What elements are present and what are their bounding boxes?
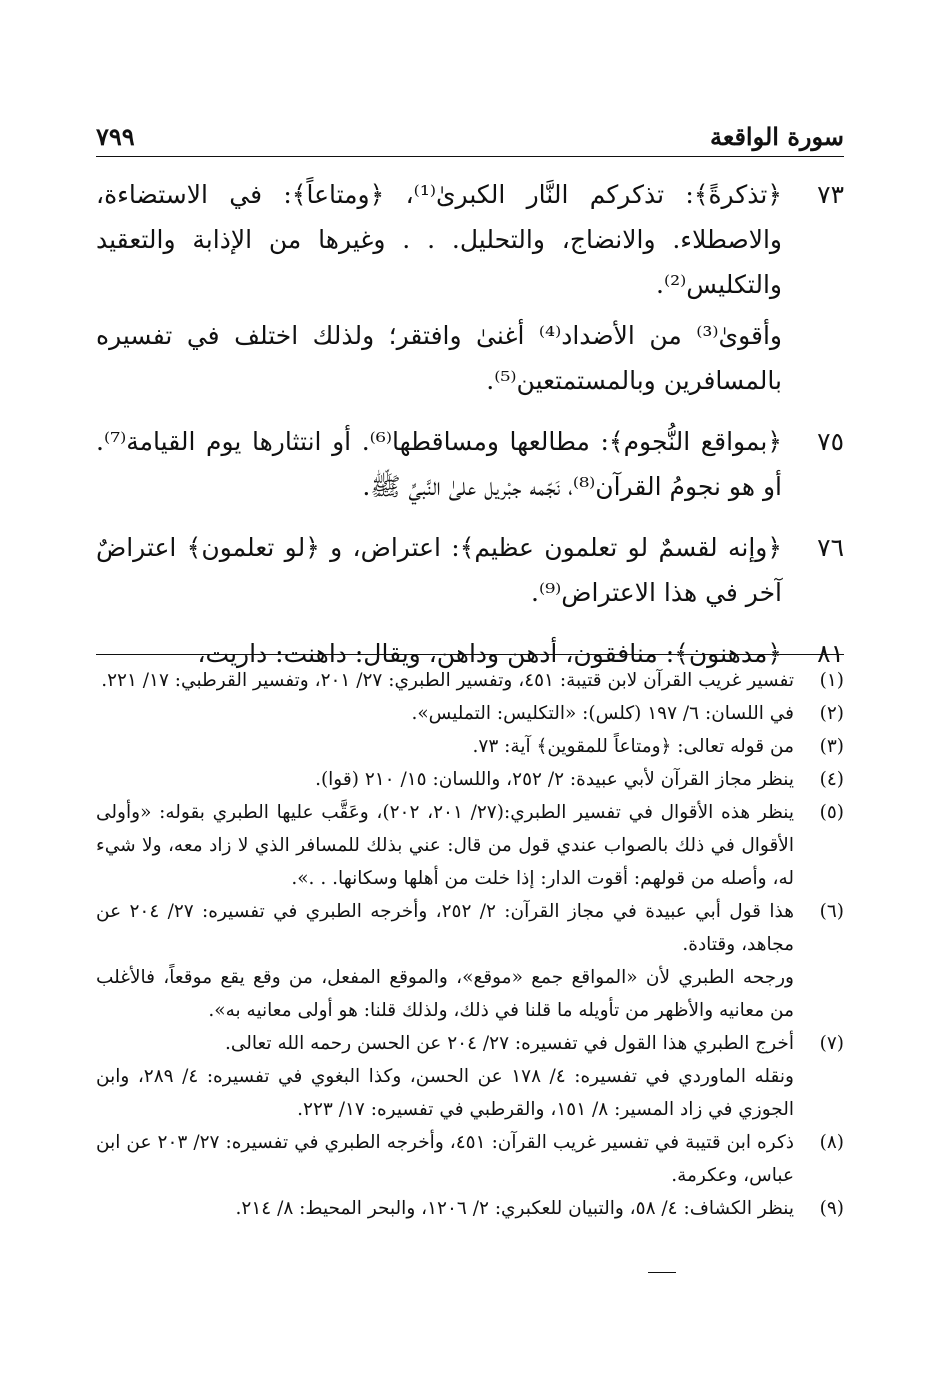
footnote-text: ينظر الكشاف: ٤/ ٥٨، والتبيان للعكبري: ٢/ ١٢٠٦، والبحر المحيط: ٨/ ٢١٤. [235,1198,794,1219]
entry-paragraph: ﴿تذكرةً﴾: تذكركم النَّار الكبرىٰ⁽¹⁾، ﴿ومتاعاً﴾: في الاستضاءة، والاصطلاء. والانضاج، والتحليل. . . وغيرها من الإذابة والتعقيد والتكليس⁽²⁾. [96,180,782,299]
footnote [96,763,844,796]
footnote [96,796,844,895]
footnotes [96,664,844,1225]
verse-number: ٧٦ [817,533,844,562]
footnote-number: (٣) [819,736,844,757]
verse-number: ٧٥ [817,427,844,456]
entry-text [96,172,782,409]
page-number: ٧٩٩ [96,122,135,151]
footnote-text: أخرج الطبري هذا القول في تفسيره: ٢٧/ ٢٠٤ عن الحسن رحمه الله تعالى. [224,1033,794,1054]
verse-entry [96,525,844,621]
footnote-text: تفسير غريب القرآن لابن قتيبة: ٤٥١، وتفسير الطبري: ٢٧/ ٢٠١، وتفسير القرطبي: ١٧/ ٢٢١. [101,670,794,691]
entry-text [96,419,782,515]
footnote [96,664,844,697]
footnote-text: ينظر هذه الأقوال في تفسير الطبري:(٢٧/ ٢٠١، ٢٠٢)، وعَقَّب عليها الطبري بقوله: «وأولى الأقوال في ذلك بالصواب عندي قول من قال: عني بذلك للمسافر الذي لا زاد معه، ولا شيء له، وأصله من قولهم: أقوت الدار: إذا خلت من أهلها وسكانها. . .». [96,802,794,889]
footnote-number: (١) [819,670,844,691]
entry-paragraph: وأقوىٰ⁽³⁾ من الأضداد⁽⁴⁾ أغنىٰ وافتقر؛ ولذلك اختلف في تفسيره بالمسافرين وبالمستمتعين⁽⁵⁾. [96,321,782,395]
footnote-text: ورجحه الطبري لأن «المواقع جمع «موقع»، والموقع المفعل، من وقع يقع موقعاً، فالأغلب من معانيه والأظهر من تأويله ما قلنا في ذلك، ولذلك قلنا: هو أولى معانيه به». [96,967,794,1021]
footnote [96,895,844,1027]
entry-paragraph: ﴿وإنه لقسمٌ لو تعلمون عظيم﴾: اعتراض، و ﴿لو تعلمون﴾ اعتراضٌ آخر في هذا الاعتراض⁽⁹⁾. [96,533,782,607]
verse-entry [96,419,844,515]
footnote-text: ونقله الماوردي في تفسيره: ٤/ ١٧٨ عن الحسن، وكذا البغوي في تفسيره: ٤/ ٢٨٩، وابن الجوزي في زاد المسير: ٨/ ١٥١، والقرطبي في تفسيره: ١٧/ ٢٢٣. [96,1066,794,1120]
footnote-number: (٥) [819,802,844,823]
footnote-text: من قوله تعالى: ﴿ومتاعاً للمقوين﴾ آية: ٧٣. [472,736,794,757]
footnote-number: (٢) [819,703,844,724]
entry-paragraph: ﴿مدهنون﴾: منافقون، أدهن وداهن، ويقال: داهنت: داريت، [197,639,782,668]
footnote-text: هذا قول أبي عبيدة في مجاز القرآن: ٢/ ٢٥٢، وأخرجه الطبري في تفسيره: ٢٧/ ٢٠٤ عن مجاهد، وقتادة. [96,901,794,955]
footnote-number: (٤) [819,769,844,790]
footnote [96,1192,844,1225]
footnote [96,730,844,763]
footnote-text: ينظر مجاز القرآن لأبي عبيدة: ٢/ ٢٥٢، واللسان: ١٥/ ٢١٠ (قوا). [315,769,794,790]
entry-text [96,525,782,621]
footnote-number: (٨) [819,1132,844,1153]
footnote-separator [96,654,844,655]
page-header [96,118,844,156]
verse-number: ٧٣ [817,180,844,209]
footnote [96,697,844,730]
entry-paragraph: ﴿بمواقع النُّجوم﴾: مطالعها ومساقطها⁽⁶⁾. أو انتثارها يوم القيامة⁽⁷⁾. أو هو نجومُ القرآن⁽⁸⁾، نَجّمه جبْريل علىٰ النَّبيِّ ﷺ. [96,427,782,501]
surah-title: سورة الواقعة [710,122,844,151]
footnote-number: (٦) [819,901,844,922]
footnote-number: (٩) [819,1198,844,1219]
footnote [96,1027,844,1126]
verse-number: ٨١ [817,639,844,668]
commentary-entries [96,172,844,692]
footnote-number: (٧) [819,1033,844,1054]
footnote-text: في اللسان: ٦/ ١٩٧ (كلس): «التكليس: التمليس». [411,703,794,724]
footnote [96,1126,844,1192]
end-mark [648,1272,676,1273]
verse-entry [96,172,844,409]
header-rule [96,156,844,157]
footnote-text: ذكره ابن قتيبة في تفسير غريب القرآن: ٤٥١، وأخرجه الطبري في تفسيره: ٢٧/ ٢٠٣ عن ابن عباس، وعكرمة. [96,1132,794,1186]
